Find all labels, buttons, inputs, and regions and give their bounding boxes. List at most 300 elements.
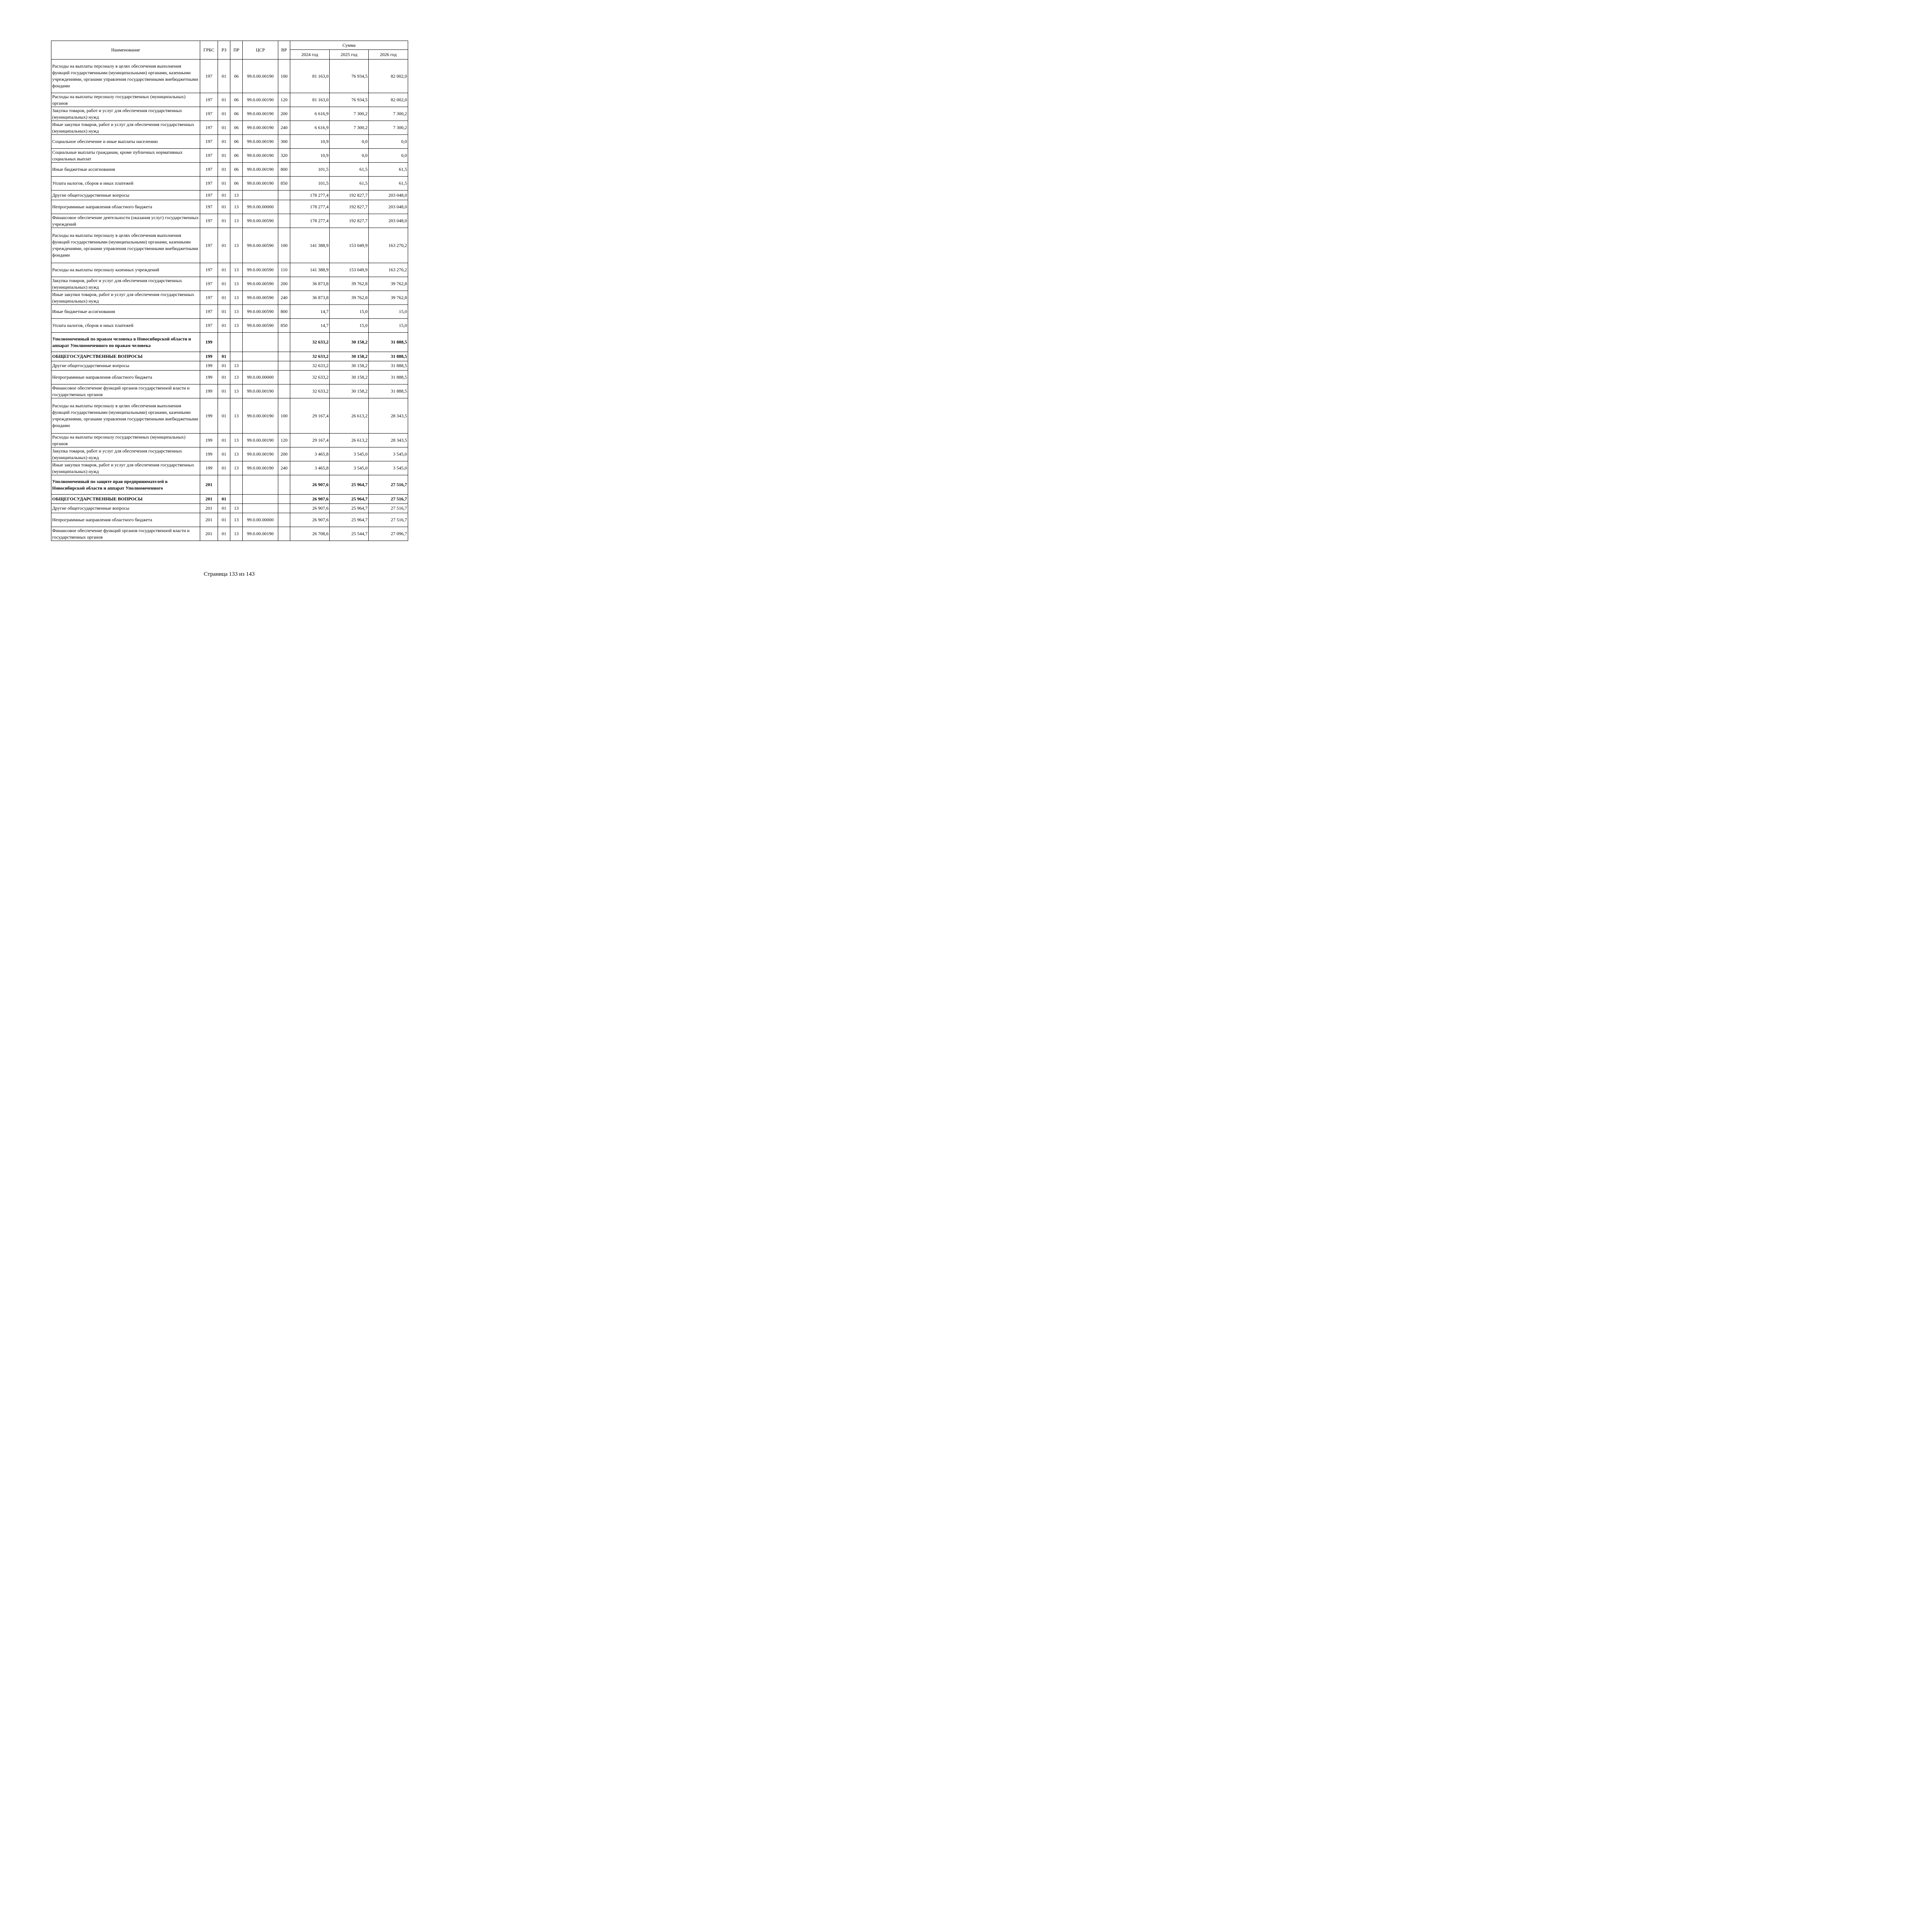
- cell-rz: 01: [218, 352, 230, 361]
- cell-csr: [243, 333, 278, 352]
- cell-rz: 01: [218, 305, 230, 319]
- cell-pr: 06: [230, 135, 243, 149]
- cell-vr: 320: [278, 149, 290, 163]
- cell-sum-2024: 3 465,8: [290, 447, 330, 461]
- cell-pr: 06: [230, 107, 243, 121]
- cell-rz: 01: [218, 504, 230, 513]
- table-row: [51, 319, 408, 333]
- cell-name: Финансовое обеспечение функций органов государственной власти и государственных органов: [51, 527, 200, 541]
- cell-vr: 100: [278, 398, 290, 434]
- cell-sum-2026: 163 270,2: [369, 263, 408, 277]
- cell-pr: 06: [230, 149, 243, 163]
- table-row: [51, 177, 408, 190]
- cell-pr: 06: [230, 163, 243, 177]
- cell-sum-2025: 0,0: [330, 135, 369, 149]
- table-row: [51, 190, 408, 200]
- cell-sum-2025: 25 964,7: [330, 513, 369, 527]
- cell-csr: 99.0.00.00190: [243, 461, 278, 475]
- header-pr: ПР: [230, 41, 243, 60]
- cell-csr: 99.0.00.00190: [243, 121, 278, 135]
- cell-csr: 99.0.00.00590: [243, 228, 278, 263]
- cell-name: Расходы на выплаты персоналу государственных (муниципальных) органов: [51, 93, 200, 107]
- table-row: [51, 361, 408, 371]
- table-row: [51, 333, 408, 352]
- cell-vr: 850: [278, 177, 290, 190]
- cell-vr: 240: [278, 461, 290, 475]
- header-csr: ЦСР: [243, 41, 278, 60]
- cell-sum-2025: 26 613,2: [330, 434, 369, 447]
- table-body: [51, 60, 408, 541]
- cell-sum-2024: 178 277,4: [290, 200, 330, 214]
- cell-rz: 01: [218, 190, 230, 200]
- cell-sum-2025: 30 158,2: [330, 352, 369, 361]
- cell-grbs: 197: [200, 135, 218, 149]
- cell-sum-2026: 7 300,2: [369, 121, 408, 135]
- cell-sum-2025: 25 964,7: [330, 475, 369, 495]
- table-row: [51, 60, 408, 93]
- header-name: Наименование: [51, 41, 200, 60]
- cell-grbs: 199: [200, 461, 218, 475]
- cell-rz: 01: [218, 384, 230, 398]
- cell-pr: 13: [230, 527, 243, 541]
- cell-csr: 99.0.00.00190: [243, 398, 278, 434]
- cell-name: Уполномоченный по правам человека в Новосибирской области и аппарат Уполномоченного по правам человека: [51, 333, 200, 352]
- table-row: [51, 121, 408, 135]
- cell-grbs: 197: [200, 305, 218, 319]
- cell-pr: 13: [230, 190, 243, 200]
- cell-rz: 01: [218, 263, 230, 277]
- cell-sum-2026: 3 545,0: [369, 447, 408, 461]
- cell-name: Другие общегосударственные вопросы: [51, 361, 200, 371]
- table-row: [51, 504, 408, 513]
- table-row: [51, 384, 408, 398]
- cell-sum-2025: 153 049,9: [330, 228, 369, 263]
- cell-sum-2025: 39 762,8: [330, 277, 369, 291]
- cell-sum-2025: 76 934,5: [330, 60, 369, 93]
- cell-pr: 13: [230, 513, 243, 527]
- cell-csr: 99.0.00.00190: [243, 384, 278, 398]
- cell-grbs: 199: [200, 447, 218, 461]
- cell-sum-2026: 203 048,0: [369, 214, 408, 228]
- table-row: [51, 291, 408, 305]
- cell-sum-2024: 3 465,8: [290, 461, 330, 475]
- cell-sum-2026: 203 048,0: [369, 190, 408, 200]
- table-row: [51, 135, 408, 149]
- cell-sum-2026: 27 516,7: [369, 475, 408, 495]
- cell-rz: 01: [218, 135, 230, 149]
- cell-sum-2026: 203 048,0: [369, 200, 408, 214]
- cell-vr: 800: [278, 305, 290, 319]
- header-year-2025: 2025 год: [330, 50, 369, 60]
- cell-rz: 01: [218, 228, 230, 263]
- cell-pr: 13: [230, 277, 243, 291]
- cell-sum-2025: 15,0: [330, 305, 369, 319]
- cell-sum-2025: 39 762,8: [330, 291, 369, 305]
- cell-sum-2026: 31 888,5: [369, 352, 408, 361]
- cell-sum-2025: 30 158,2: [330, 333, 369, 352]
- cell-name: Социальные выплаты гражданам, кроме публичных нормативных социальных выплат: [51, 149, 200, 163]
- cell-grbs: 197: [200, 93, 218, 107]
- cell-grbs: 197: [200, 163, 218, 177]
- cell-grbs: 201: [200, 475, 218, 495]
- cell-vr: 120: [278, 434, 290, 447]
- cell-sum-2024: 32 633,2: [290, 384, 330, 398]
- header-rz: РЗ: [218, 41, 230, 60]
- cell-sum-2024: 81 163,0: [290, 93, 330, 107]
- cell-sum-2025: 7 300,2: [330, 121, 369, 135]
- cell-pr: 13: [230, 319, 243, 333]
- cell-rz: 01: [218, 513, 230, 527]
- cell-grbs: 197: [200, 291, 218, 305]
- cell-name: Финансовое обеспечение деятельности (оказания услуг) государственных учреждений: [51, 214, 200, 228]
- cell-vr: [278, 361, 290, 371]
- cell-grbs: 199: [200, 361, 218, 371]
- cell-sum-2026: 27 516,7: [369, 504, 408, 513]
- cell-vr: 200: [278, 447, 290, 461]
- cell-sum-2026: 28 343,5: [369, 434, 408, 447]
- cell-csr: 99.0.00.00190: [243, 177, 278, 190]
- cell-vr: 100: [278, 228, 290, 263]
- cell-vr: 200: [278, 107, 290, 121]
- cell-vr: 240: [278, 121, 290, 135]
- cell-pr: 13: [230, 228, 243, 263]
- cell-pr: 06: [230, 177, 243, 190]
- cell-name: Иные бюджетные ассигнования: [51, 305, 200, 319]
- cell-rz: 01: [218, 495, 230, 504]
- cell-pr: 13: [230, 461, 243, 475]
- cell-sum-2024: 14,7: [290, 305, 330, 319]
- cell-name: Иные закупки товаров, работ и услуг для обеспечения государственных (муниципальных) нужд: [51, 291, 200, 305]
- cell-vr: [278, 504, 290, 513]
- cell-sum-2025: 7 300,2: [330, 107, 369, 121]
- cell-sum-2025: 25 964,7: [330, 495, 369, 504]
- cell-vr: [278, 513, 290, 527]
- cell-rz: [218, 475, 230, 495]
- cell-pr: 13: [230, 361, 243, 371]
- cell-rz: 01: [218, 398, 230, 434]
- cell-sum-2025: 3 545,0: [330, 461, 369, 475]
- cell-grbs: 201: [200, 495, 218, 504]
- cell-name: ОБЩЕГОСУДАРСТВЕННЫЕ ВОПРОСЫ: [51, 495, 200, 504]
- cell-sum-2024: 101,5: [290, 163, 330, 177]
- cell-pr: 13: [230, 504, 243, 513]
- cell-name: Иные бюджетные ассигнования: [51, 163, 200, 177]
- cell-sum-2024: 36 873,8: [290, 277, 330, 291]
- cell-pr: 13: [230, 291, 243, 305]
- table-row: [51, 107, 408, 121]
- cell-csr: 99.0.00.00190: [243, 434, 278, 447]
- cell-csr: 99.0.00.00000: [243, 371, 278, 384]
- cell-grbs: 199: [200, 384, 218, 398]
- cell-csr: 99.0.00.00000: [243, 513, 278, 527]
- cell-name: Непрограммные направления областного бюджета: [51, 200, 200, 214]
- cell-sum-2026: 15,0: [369, 319, 408, 333]
- cell-csr: 99.0.00.00190: [243, 60, 278, 93]
- cell-grbs: 197: [200, 200, 218, 214]
- budget-table: [51, 41, 408, 541]
- header-row-top: [51, 41, 408, 50]
- cell-rz: 01: [218, 60, 230, 93]
- cell-sum-2024: 141 388,9: [290, 263, 330, 277]
- cell-pr: [230, 333, 243, 352]
- cell-rz: 01: [218, 371, 230, 384]
- cell-sum-2026: 61,5: [369, 163, 408, 177]
- cell-sum-2025: 30 158,2: [330, 384, 369, 398]
- header-year-2024: 2024 год: [290, 50, 330, 60]
- cell-sum-2026: 15,0: [369, 305, 408, 319]
- table-row: [51, 352, 408, 361]
- cell-name: ОБЩЕГОСУДАРСТВЕННЫЕ ВОПРОСЫ: [51, 352, 200, 361]
- cell-csr: [243, 495, 278, 504]
- cell-sum-2024: 6 616,9: [290, 121, 330, 135]
- cell-sum-2025: 15,0: [330, 319, 369, 333]
- cell-grbs: 197: [200, 60, 218, 93]
- cell-sum-2024: 10,9: [290, 135, 330, 149]
- cell-pr: 13: [230, 200, 243, 214]
- cell-csr: 99.0.00.00590: [243, 214, 278, 228]
- cell-sum-2024: 26 907,6: [290, 504, 330, 513]
- cell-grbs: 201: [200, 513, 218, 527]
- cell-csr: [243, 475, 278, 495]
- cell-pr: 13: [230, 371, 243, 384]
- cell-name: Иные закупки товаров, работ и услуг для обеспечения государственных (муниципальных) нужд: [51, 461, 200, 475]
- cell-sum-2026: 28 343,5: [369, 398, 408, 434]
- cell-name: Уплата налогов, сборов и иных платежей: [51, 177, 200, 190]
- cell-vr: 850: [278, 319, 290, 333]
- cell-grbs: 197: [200, 214, 218, 228]
- cell-name: Закупка товаров, работ и услуг для обеспечения государственных (муниципальных) нужд: [51, 277, 200, 291]
- cell-sum-2024: 178 277,4: [290, 214, 330, 228]
- cell-name: Социальное обеспечение и иные выплаты населению: [51, 135, 200, 149]
- cell-rz: 01: [218, 277, 230, 291]
- cell-csr: [243, 361, 278, 371]
- cell-name: Закупка товаров, работ и услуг для обеспечения государственных (муниципальных) нужд: [51, 447, 200, 461]
- cell-pr: 06: [230, 93, 243, 107]
- cell-vr: [278, 371, 290, 384]
- cell-sum-2024: 26 907,6: [290, 495, 330, 504]
- cell-name: Уполномоченный по защите прав предпринимателей в Новосибирской области и аппарат Уполномоченного: [51, 475, 200, 495]
- cell-pr: 06: [230, 60, 243, 93]
- cell-sum-2024: 26 907,6: [290, 475, 330, 495]
- cell-sum-2025: 30 158,2: [330, 371, 369, 384]
- cell-sum-2025: 153 049,9: [330, 263, 369, 277]
- cell-csr: 99.0.00.00190: [243, 163, 278, 177]
- cell-pr: 13: [230, 305, 243, 319]
- cell-sum-2024: 32 633,2: [290, 352, 330, 361]
- cell-sum-2026: 27 516,7: [369, 495, 408, 504]
- header-sum: Сумма: [290, 41, 408, 50]
- cell-grbs: 197: [200, 319, 218, 333]
- cell-sum-2026: 7 300,2: [369, 107, 408, 121]
- cell-rz: 01: [218, 177, 230, 190]
- cell-rz: 01: [218, 447, 230, 461]
- cell-sum-2026: 31 888,5: [369, 384, 408, 398]
- cell-vr: 240: [278, 291, 290, 305]
- cell-sum-2026: 27 516,7: [369, 513, 408, 527]
- cell-pr: 13: [230, 398, 243, 434]
- cell-csr: 99.0.00.00190: [243, 107, 278, 121]
- cell-name: Закупка товаров, работ и услуг для обеспечения государственных (муниципальных) нужд: [51, 107, 200, 121]
- cell-vr: [278, 200, 290, 214]
- cell-sum-2025: 3 545,0: [330, 447, 369, 461]
- cell-name: Непрограммные направления областного бюджета: [51, 371, 200, 384]
- cell-rz: 01: [218, 361, 230, 371]
- cell-name: Расходы на выплаты персоналу в целях обеспечения выполнения функций государственными (муниципальными) органами, казенными учреждениями, органами управления государственными внебюджетными фондами: [51, 228, 200, 263]
- cell-rz: 01: [218, 200, 230, 214]
- cell-rz: 01: [218, 291, 230, 305]
- cell-sum-2025: 76 934,5: [330, 93, 369, 107]
- cell-vr: [278, 214, 290, 228]
- cell-name: Непрограммные направления областного бюджета: [51, 513, 200, 527]
- cell-csr: 99.0.00.00000: [243, 200, 278, 214]
- cell-sum-2025: 26 613,2: [330, 398, 369, 434]
- header-vr: ВР: [278, 41, 290, 60]
- cell-grbs: 197: [200, 228, 218, 263]
- cell-sum-2024: 10,9: [290, 149, 330, 163]
- cell-grbs: 199: [200, 371, 218, 384]
- cell-name: Иные закупки товаров, работ и услуг для обеспечения государственных (муниципальных) нужд: [51, 121, 200, 135]
- cell-grbs: 197: [200, 177, 218, 190]
- cell-grbs: 199: [200, 398, 218, 434]
- cell-name: Финансовое обеспечение функций органов государственной власти и государственных органов: [51, 384, 200, 398]
- cell-sum-2025: 30 158,2: [330, 361, 369, 371]
- cell-sum-2025: 61,5: [330, 177, 369, 190]
- cell-csr: 99.0.00.00590: [243, 291, 278, 305]
- cell-vr: [278, 384, 290, 398]
- cell-sum-2026: 61,5: [369, 177, 408, 190]
- table-row: [51, 398, 408, 434]
- header-grbs: ГРБС: [200, 41, 218, 60]
- cell-csr: 99.0.00.00190: [243, 93, 278, 107]
- cell-sum-2026: 0,0: [369, 149, 408, 163]
- cell-csr: 99.0.00.00190: [243, 149, 278, 163]
- cell-name: Расходы на выплаты персоналу государственных (муниципальных) органов: [51, 434, 200, 447]
- cell-sum-2024: 6 616,9: [290, 107, 330, 121]
- cell-pr: 13: [230, 214, 243, 228]
- cell-name: Расходы на выплаты персоналу в целях обеспечения выполнения функций государственными (муниципальными) органами, казенными учреждениями, органами управления государственными внебюджетными фондами: [51, 60, 200, 93]
- table-row: [51, 434, 408, 447]
- cell-vr: [278, 190, 290, 200]
- cell-grbs: 197: [200, 190, 218, 200]
- cell-sum-2024: 141 388,9: [290, 228, 330, 263]
- cell-vr: [278, 352, 290, 361]
- cell-sum-2026: 31 888,5: [369, 371, 408, 384]
- cell-pr: [230, 475, 243, 495]
- cell-sum-2024: 32 633,2: [290, 361, 330, 371]
- cell-rz: 01: [218, 434, 230, 447]
- cell-sum-2024: 26 907,6: [290, 513, 330, 527]
- table-row: [51, 93, 408, 107]
- cell-sum-2024: 101,5: [290, 177, 330, 190]
- cell-grbs: 197: [200, 149, 218, 163]
- cell-rz: 01: [218, 319, 230, 333]
- cell-sum-2026: 163 270,2: [369, 228, 408, 263]
- cell-sum-2024: 32 633,2: [290, 333, 330, 352]
- table-row: [51, 475, 408, 495]
- cell-sum-2026: 82 002,0: [369, 60, 408, 93]
- cell-pr: 13: [230, 447, 243, 461]
- cell-csr: 99.0.00.00190: [243, 135, 278, 149]
- cell-sum-2026: 31 888,5: [369, 333, 408, 352]
- cell-vr: 800: [278, 163, 290, 177]
- cell-rz: 01: [218, 163, 230, 177]
- cell-vr: 200: [278, 277, 290, 291]
- header-year-2026: 2026 год: [369, 50, 408, 60]
- cell-rz: [218, 333, 230, 352]
- cell-vr: [278, 333, 290, 352]
- cell-sum-2025: 192 827,7: [330, 214, 369, 228]
- table-row: [51, 461, 408, 475]
- cell-csr: 99.0.00.00590: [243, 319, 278, 333]
- cell-pr: 13: [230, 434, 243, 447]
- cell-grbs: 201: [200, 504, 218, 513]
- cell-csr: [243, 504, 278, 513]
- table-row: [51, 200, 408, 214]
- cell-csr: 99.0.00.00190: [243, 447, 278, 461]
- cell-vr: [278, 527, 290, 541]
- cell-rz: 01: [218, 527, 230, 541]
- cell-pr: [230, 352, 243, 361]
- cell-sum-2025: 192 827,7: [330, 190, 369, 200]
- cell-grbs: 199: [200, 434, 218, 447]
- cell-sum-2024: 81 163,0: [290, 60, 330, 93]
- cell-sum-2025: 0,0: [330, 149, 369, 163]
- cell-rz: 01: [218, 461, 230, 475]
- page-number: Страница 133 из 143: [204, 571, 255, 577]
- cell-sum-2025: 25 964,7: [330, 504, 369, 513]
- table-row: [51, 513, 408, 527]
- cell-sum-2024: 29 167,4: [290, 434, 330, 447]
- cell-grbs: 199: [200, 352, 218, 361]
- cell-csr: 99.0.00.00190: [243, 527, 278, 541]
- cell-pr: [230, 495, 243, 504]
- cell-sum-2024: 178 277,4: [290, 190, 330, 200]
- cell-rz: 01: [218, 107, 230, 121]
- table-row: [51, 214, 408, 228]
- cell-csr: [243, 190, 278, 200]
- table-row: [51, 447, 408, 461]
- table-row: [51, 527, 408, 541]
- table-row: [51, 495, 408, 504]
- table-row: [51, 305, 408, 319]
- cell-rz: 01: [218, 93, 230, 107]
- cell-sum-2024: 26 708,6: [290, 527, 330, 541]
- cell-csr: 99.0.00.00590: [243, 305, 278, 319]
- cell-csr: 99.0.00.00590: [243, 277, 278, 291]
- cell-sum-2026: 82 002,0: [369, 93, 408, 107]
- cell-vr: 120: [278, 93, 290, 107]
- cell-name: Расходы на выплаты персоналу в целях обеспечения выполнения функций государственными (муниципальными) органами, казенными учреждениями, органами управления государственными внебюджетными фондами: [51, 398, 200, 434]
- cell-sum-2026: 3 545,0: [369, 461, 408, 475]
- cell-sum-2024: 32 633,2: [290, 371, 330, 384]
- cell-rz: 01: [218, 121, 230, 135]
- cell-sum-2026: 0,0: [369, 135, 408, 149]
- cell-name: Уплата налогов, сборов и иных платежей: [51, 319, 200, 333]
- table-row: [51, 163, 408, 177]
- cell-grbs: 197: [200, 277, 218, 291]
- cell-name: Другие общегосударственные вопросы: [51, 504, 200, 513]
- cell-grbs: 197: [200, 107, 218, 121]
- cell-rz: 01: [218, 149, 230, 163]
- cell-grbs: 199: [200, 333, 218, 352]
- cell-vr: 300: [278, 135, 290, 149]
- cell-name: Другие общегосударственные вопросы: [51, 190, 200, 200]
- cell-sum-2026: 27 096,7: [369, 527, 408, 541]
- cell-vr: 110: [278, 263, 290, 277]
- cell-sum-2024: 29 167,4: [290, 398, 330, 434]
- cell-grbs: 197: [200, 263, 218, 277]
- cell-vr: [278, 495, 290, 504]
